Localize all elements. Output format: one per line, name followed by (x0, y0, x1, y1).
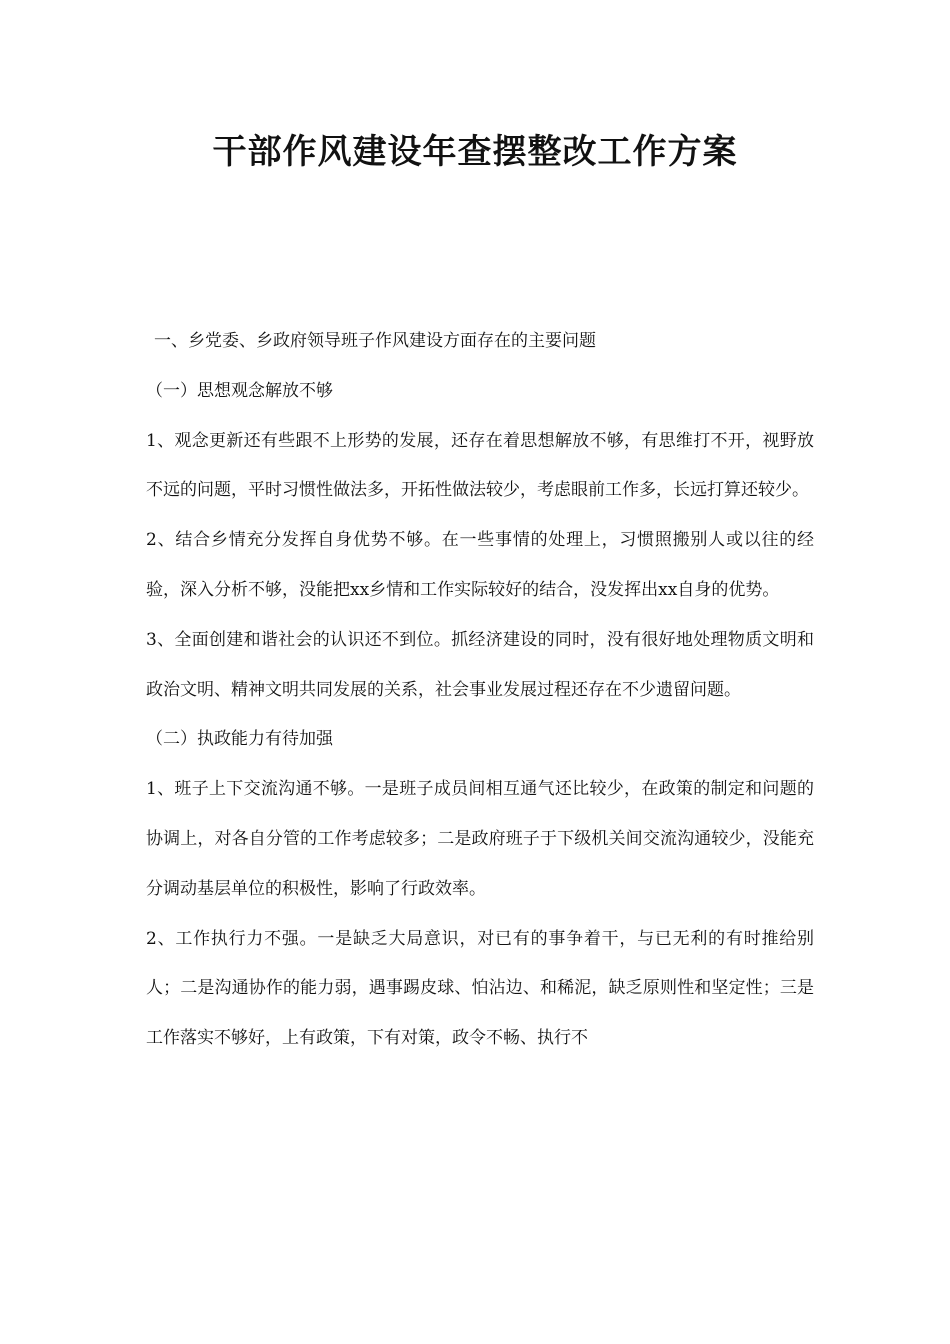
section-heading: 一、乡党委、乡政府领导班子作风建设方面存在的主要问题 (154, 331, 596, 351)
paragraph: 2、结合乡情充分发挥自身优势不够。在一些事情的处理上，习惯照搬别人或以往的经验，深入分析不够，没能把xx乡情和工作实际较好的结合，没发挥出xx自身的优势。 (146, 530, 814, 600)
subsection-heading: （一）思想观念解放不够 (146, 380, 333, 401)
document-body (146, 317, 814, 1064)
paragraph: 1、班子上下交流沟通不够。一是班子成员间相互通气还比较少，在政策的制定和问题的协调上，对各自分管的工作考虑较多；二是政府班子于下级机关间交流沟通较少，没能充分调动基层单位的积极性，影响了行政效率。 (146, 779, 814, 899)
document-title: 干部作风建设年查摆整改工作方案 (212, 132, 738, 172)
paragraph: 3、全面创建和谐社会的认识还不到位。抓经济建设的同时，没有很好地处理物质文明和政治文明、精神文明共同发展的关系，社会事业发展过程还存在不少遗留问题。 (146, 629, 814, 700)
paragraph: 2、工作执行力不强。一是缺乏大局意识，对已有的事争着干，与已无利的有时推给别人；二是沟通协作的能力弱，遇事踢皮球、怕沾边、和稀泥，缺乏原则性和坚定性；三是工作落实不够好，上有政策，下有对策，政令不畅、执行不 (146, 928, 814, 1049)
subsection-heading: （二）执政能力有待加强 (146, 729, 333, 750)
paragraph: 1、观念更新还有些跟不上形势的发展，还存在着思想解放不够，有思维打不开，视野放不远的问题，平时习惯性做法多，开拓性做法较少，考虑眼前工作多，长远打算还较少。 (146, 430, 814, 501)
